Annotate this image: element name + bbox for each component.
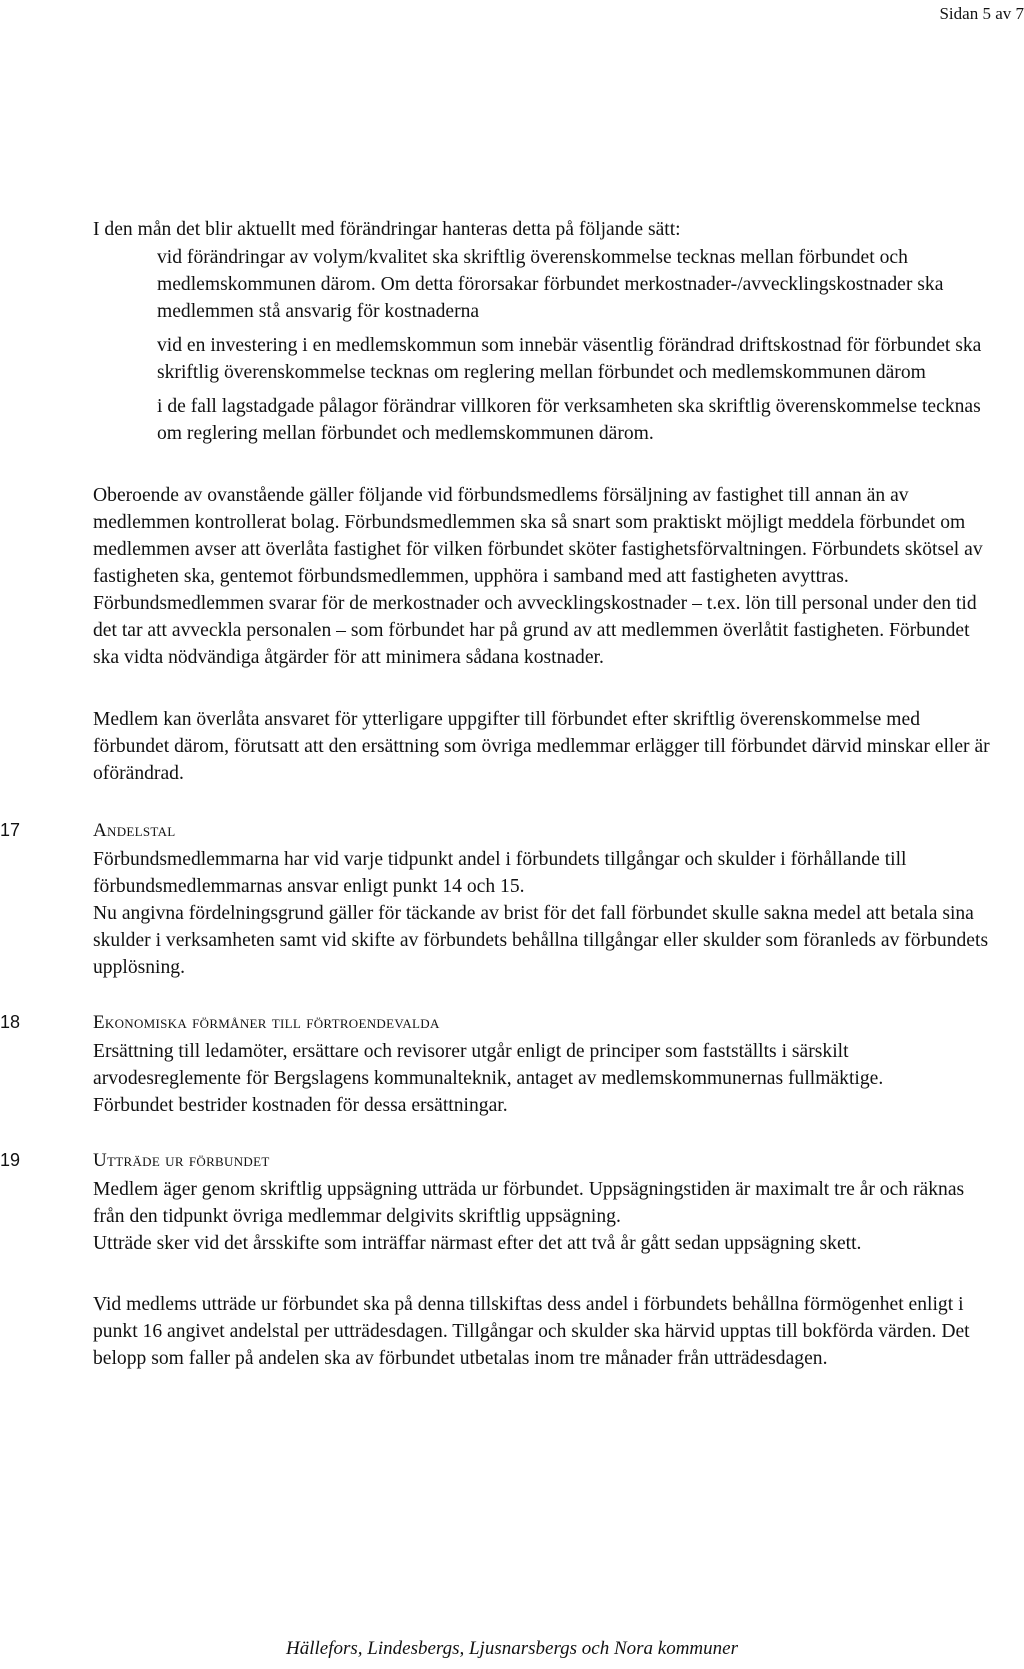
section-number: 17 xyxy=(0,820,21,840)
footer-municipalities: Hällefors, Lindesbergs, Ljusnarsbergs och Nora kommuner xyxy=(286,1638,738,1659)
change-handling-list xyxy=(157,244,1007,447)
document-body xyxy=(0,216,993,1372)
list-item: vid en investering i en medlemskommun som innebär väsentlig förändrad driftskostnad för förbundet ska skriftlig överenskommelse tecknas om reglering mellan förbundet och medlemskommunen därom xyxy=(157,335,982,383)
section-text: Ersättning till ledamöter, ersättare och revisorer utgår enligt de principer som fastställts i särskilt arvodesreglemente för Bergslagens kommunalteknik, antaget av medlemskommunernas fullmäktige. xyxy=(93,1041,884,1089)
section-text: Förbundsmedlemmarna har vid varje tidpunkt andel i förbundets tillgångar och skulder i förhållande till förbundsmedlemmarnas ansvar enligt punkt 14 och 15. xyxy=(93,849,907,897)
intro-text: I den mån det blir aktuellt med förändringar hanteras detta på följande sätt: xyxy=(93,219,681,240)
section-text: Nu angivna fördelningsgrund gäller för täckande av brist för det fall förbundet skulle sakna medel att betala sina skulder i verksamheten samt vid skifte av förbundets behållna tillgångar eller skulder som föranleds av förbundets upplösning. xyxy=(93,903,989,978)
property-sale-paragraph: Oberoende av ovanstående gäller följande vid förbundsmedlems försäljning av fastighet till annan än av medlemmen kontrollerat bolag. Förbundsmedlemmen ska så snart som praktiskt möjligt meddela förbundet om medlemmen avser att överlåta fastighet för vilken förbundet sköter fastighetsförvaltningen. Förbundets skötsel av fastigheten ska, gentemot förbundsmedlemmen, upphöra i samband med att fastigheten avyttras. Förbundsmedlemmen svarar för de merkostnader och avvecklingskostnader – t.ex. lön till personal under den tid det tar att avveckla personalen – som förbundet har på grund av att medlemmen överlåtit fastigheten. Förbundet ska vidta nödvändiga åtgärder för att minimera sådana kostnader. xyxy=(93,485,983,668)
section-title: Ekonomiska förmåner till förtroendevalda xyxy=(93,1012,440,1033)
section-text: Utträde sker vid det årsskifte som inträffar närmast efter det att två år gått sedan uppsägning skett. xyxy=(93,1233,862,1254)
withdrawal-settlement-paragraph: Vid medlems utträde ur förbundet ska på denna tillskiftas dess andel i förbundets behållna förmögenhet enligt i punkt 16 angivet andelstal per utträdesdagen. Tillgångar och skulder ska härvid upptas till bokförda värden. Det belopp som faller på andelen ska av förbundet utbetalas inom tre månader från utträdesdagen. xyxy=(93,1294,970,1369)
section-number: 19 xyxy=(0,1150,21,1170)
section-18 xyxy=(0,1009,993,1119)
section-text: Medlem äger genom skriftlig uppsägning utträda ur förbundet. Uppsägningstiden är maximalt tre år och räknas från den tidpunkt övriga medlemmar delgivits skriftlig uppsägning. xyxy=(93,1179,965,1227)
section-17 xyxy=(0,817,993,981)
additional-tasks-paragraph: Medlem kan överlåta ansvaret för ytterligare uppgifter till förbundet efter skriftlig överenskommelse med förbundet därom, förutsatt att den ersättning som övriga medlemmar erlägger till förbundet därvid minskar eller är oförändrad. xyxy=(93,709,990,784)
list-item: vid förändringar av volym/kvalitet ska skriftlig överenskommelse tecknas mellan förbundet och medlemskommunen därom. Om detta förorsakar förbundet merkostnader-/avvecklingskostnader ska medlemmen stå ansvarig för kostnaderna xyxy=(157,247,944,322)
section-title: Utträde ur förbundet xyxy=(93,1150,270,1171)
section-text: Förbundet bestrider kostnaden för dessa ersättningar. xyxy=(93,1095,508,1116)
list-item: i de fall lagstadgade pålagor förändrar villkoren för verksamheten ska skriftlig överenskommelse tecknas om reglering mellan förbundet och medlemskommunen därom. xyxy=(157,396,981,444)
section-title: Andelstal xyxy=(93,820,176,841)
page-number: Sidan 5 av 7 xyxy=(939,4,1024,23)
section-number: 18 xyxy=(0,1012,21,1032)
section-19 xyxy=(0,1147,993,1372)
